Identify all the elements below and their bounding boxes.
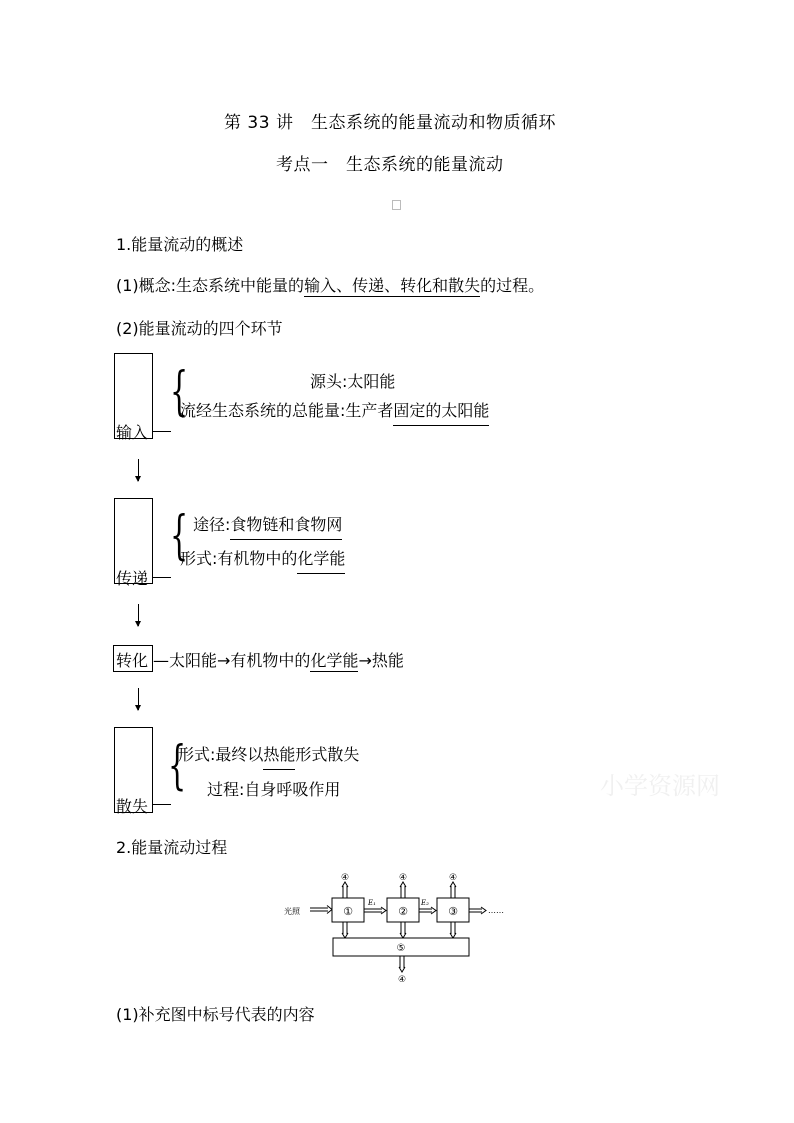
transfer-brace: { <box>170 506 189 566</box>
diagram-input-label: 光照 <box>284 907 300 916</box>
diagram-node3: ③ <box>448 905 458 918</box>
transform-dash: — <box>153 651 169 670</box>
section-title: 考点一 生态系统的能量流动 <box>276 155 504 175</box>
dissipate-line2: 过程:自身呼吸作用 <box>207 780 341 799</box>
transform-text-b: 有机物中的 <box>230 651 311 670</box>
energy-flow-diagram <box>270 868 530 988</box>
diagram-top-label-3: ④ <box>448 873 458 883</box>
diagram-down-arrows <box>342 922 456 938</box>
dissipate-line1-prefix: 形式:最终以 <box>178 745 264 764</box>
transform-arrow-icon: → <box>217 651 231 670</box>
transform-line <box>153 648 404 671</box>
question1: (1)补充图中标号代表的内容 <box>116 1005 315 1024</box>
diagram-top-label-1: ④ <box>340 873 350 883</box>
diagram-top-label-2: ④ <box>398 873 408 883</box>
transform-text-c: 热能 <box>371 651 404 670</box>
diagram-node2: ② <box>398 905 408 918</box>
diagram-ellipsis: …… <box>488 906 504 915</box>
concept-prefix: (1)概念:生态系统中能量的 <box>116 276 305 295</box>
transfer-label: 传递 <box>116 569 149 588</box>
diagram-bottom-arrow <box>399 956 405 972</box>
input-line1: 源头:太阳能 <box>310 372 396 391</box>
diagram-bottom-label: ④ <box>397 975 407 985</box>
watermark: 小学资源网 <box>600 772 720 800</box>
diagram-top-arrows <box>342 882 456 898</box>
dissipate-label: 散失 <box>116 797 149 816</box>
transform-text-b-underlined: 化学能 <box>310 651 359 670</box>
image-placeholder-icon <box>392 200 401 210</box>
transfer-line1 <box>193 512 342 535</box>
arrow-input-to-transfer <box>138 459 139 481</box>
dissipate-line1 <box>178 742 359 765</box>
arrow-transfer-to-transform <box>138 604 139 626</box>
diagram-e1: E₁ <box>368 899 376 907</box>
input-brace: { <box>170 362 189 422</box>
input-line2-prefix: 流经生态系统的总能量:生产者 <box>180 401 394 420</box>
input-line2-underlined: 固定的太阳能 <box>393 401 489 426</box>
transfer-connector <box>153 577 171 578</box>
dissipate-connector <box>153 804 171 805</box>
transform-arrow-icon-2: → <box>358 651 372 670</box>
section1-heading: 1.能量流动的概述 <box>116 235 244 254</box>
concept-underlined: 输入、传递、转化和散失 <box>304 276 481 295</box>
transfer-line2-underlined: 化学能 <box>297 549 345 574</box>
diagram-e2: E₂ <box>421 899 429 907</box>
transfer-line2-prefix: 形式:有机物中的 <box>180 549 298 568</box>
diagram-node1: ① <box>343 905 353 918</box>
dissipate-line1-suffix: 形式散失 <box>295 745 360 764</box>
input-label: 输入 <box>116 423 149 442</box>
arrow-transform-to-dissipate <box>138 688 139 710</box>
transform-label: 转化 <box>116 651 149 670</box>
concept-suffix: 的过程。 <box>480 276 545 295</box>
section2-heading: 2.能量流动过程 <box>116 838 228 857</box>
transfer-line1-prefix: 途径: <box>193 515 231 534</box>
diagram-bottom-box-label: ⑤ <box>396 943 406 954</box>
input-connector <box>153 431 171 432</box>
four-steps-heading: (2)能量流动的四个环节 <box>116 319 283 338</box>
transfer-line1-underlined: 食物链和食物网 <box>230 515 342 540</box>
page-title: 第 33 讲 生态系统的能量流动和物质循环 <box>224 113 556 133</box>
concept-line <box>116 273 544 296</box>
input-line2 <box>180 398 489 421</box>
dissipate-brace: { <box>168 736 187 796</box>
transfer-line2 <box>180 546 345 569</box>
transform-text-a: 太阳能 <box>169 651 218 670</box>
dissipate-line1-underlined: 热能 <box>263 745 295 770</box>
